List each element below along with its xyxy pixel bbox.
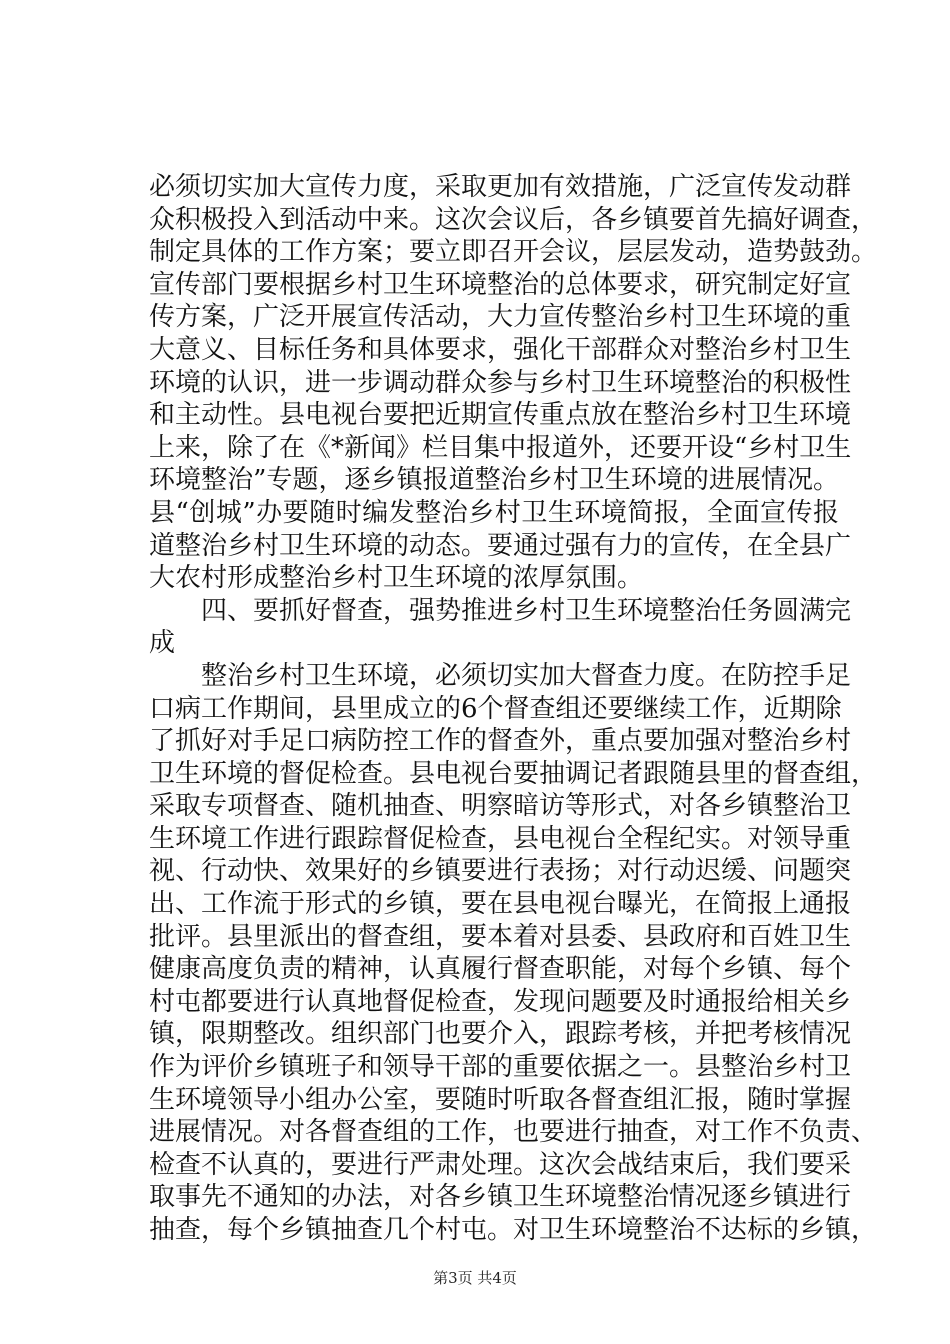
text-line: 县“创城”办要随时编发整治乡村卫生环境简报，全面宣传报 [149,497,839,528]
text-line: 卫生环境的督促检查。县电视台要抽调记者跟随县里的督查组， [149,758,878,789]
text-line: 大意义、目标任务和具体要求，强化干部群众对整治乡村卫生 [149,334,852,365]
text-line: 健康高度负责的精神，认真履行督查职能，对每个乡镇、每个 [149,954,852,985]
text-line: 道整治乡村卫生环境的动态。要通过强有力的宣传，在全县广 [149,530,852,561]
text-line: 取事先不通知的办法，对各乡镇卫生环境整治情况逐乡镇进行 [149,1182,852,1213]
text-line: 环境的认识，进一步调动群众参与乡村卫生环境整治的积极性 [149,367,852,398]
page-footer: 第3页 共4页 [433,1269,517,1287]
text-line: 检查不认真的，要进行严肃处理。这次会战结束后，我们要采 [149,1149,852,1180]
text-line: 批评。县里派出的督查组，要本着对县委、县政府和百姓卫生 [149,921,852,952]
text-line: 口病工作期间，县里成立的6个督查组还要继续工作，近期除 [149,693,842,724]
text-line: 宣传部门要根据乡村卫生环境整治的总体要求，研究制定好宣 [149,269,852,300]
text-line: 环境整治”专题，逐乡镇报道整治乡村卫生环境的进展情况。 [149,465,839,496]
text-line: 进展情况。对各督查组的工作，也要进行抽查，对工作不负责、 [149,1117,878,1148]
body-text [149,171,878,1247]
text-line: 众积极投入到活动中来。这次会议后，各乡镇要首先搞好调查， [149,204,878,235]
text-line: 生环境领导小组办公室，要随时听取各督查组汇报，随时掌握 [149,1084,852,1115]
text-line: 抽查，每个乡镇抽查几个村屯。对卫生环境整治不达标的乡镇， [149,1215,878,1245]
text-line: 镇，限期整改。组织部门也要介入，跟踪考核，并把考核情况 [149,1019,852,1050]
text-line: 制定具体的工作方案；要立即召开会议，层层发动，造势鼓劲。 [149,237,878,268]
text-line: 视、行动快、效果好的乡镇要进行表扬；对行动迟缓、问题突 [149,856,852,887]
text-line: 生环境工作进行跟踪督促检查，县电视台全程纪实。对领导重 [149,823,852,854]
text-line: 采取专项督查、随机抽查、明察暗访等形式，对各乡镇整治卫 [149,791,852,822]
text-line: 出、工作流于形式的乡镇，要在县电视台曝光，在简报上通报 [149,889,852,920]
text-line: 作为评价乡镇班子和领导干部的重要依据之一。县整治乡村卫 [149,1052,852,1083]
text-line: 成 [149,628,176,659]
text-line: 上来，除了在《*新闻》栏目集中报道外，还要开设“乡村卫生 [149,432,852,463]
text-line: 村屯都要进行认真地督促检查，发现问题要及时通报给相关乡 [149,986,852,1017]
text-line: 传方案，广泛开展宣传活动，大力宣传整治乡村卫生环境的重 [149,302,852,333]
text-line: 了抓好对手足口病防控工作的督查外，重点要加强对整治乡村 [149,726,852,757]
text-line: 整治乡村卫生环境，必须切实加大督查力度。在防控手足 [149,660,852,691]
text-line: 和主动性。县电视台要把近期宣传重点放在整治乡村卫生环境 [149,400,852,431]
text-line: 必须切实加大宣传力度，采取更加有效措施，广泛宣传发动群 [149,172,852,202]
text-line: 大农村形成整治乡村卫生环境的浓厚氛围。 [149,563,644,594]
text-line: 四、要抓好督查，强势推进乡村卫生环境整治任务圆满完 [149,595,852,626]
